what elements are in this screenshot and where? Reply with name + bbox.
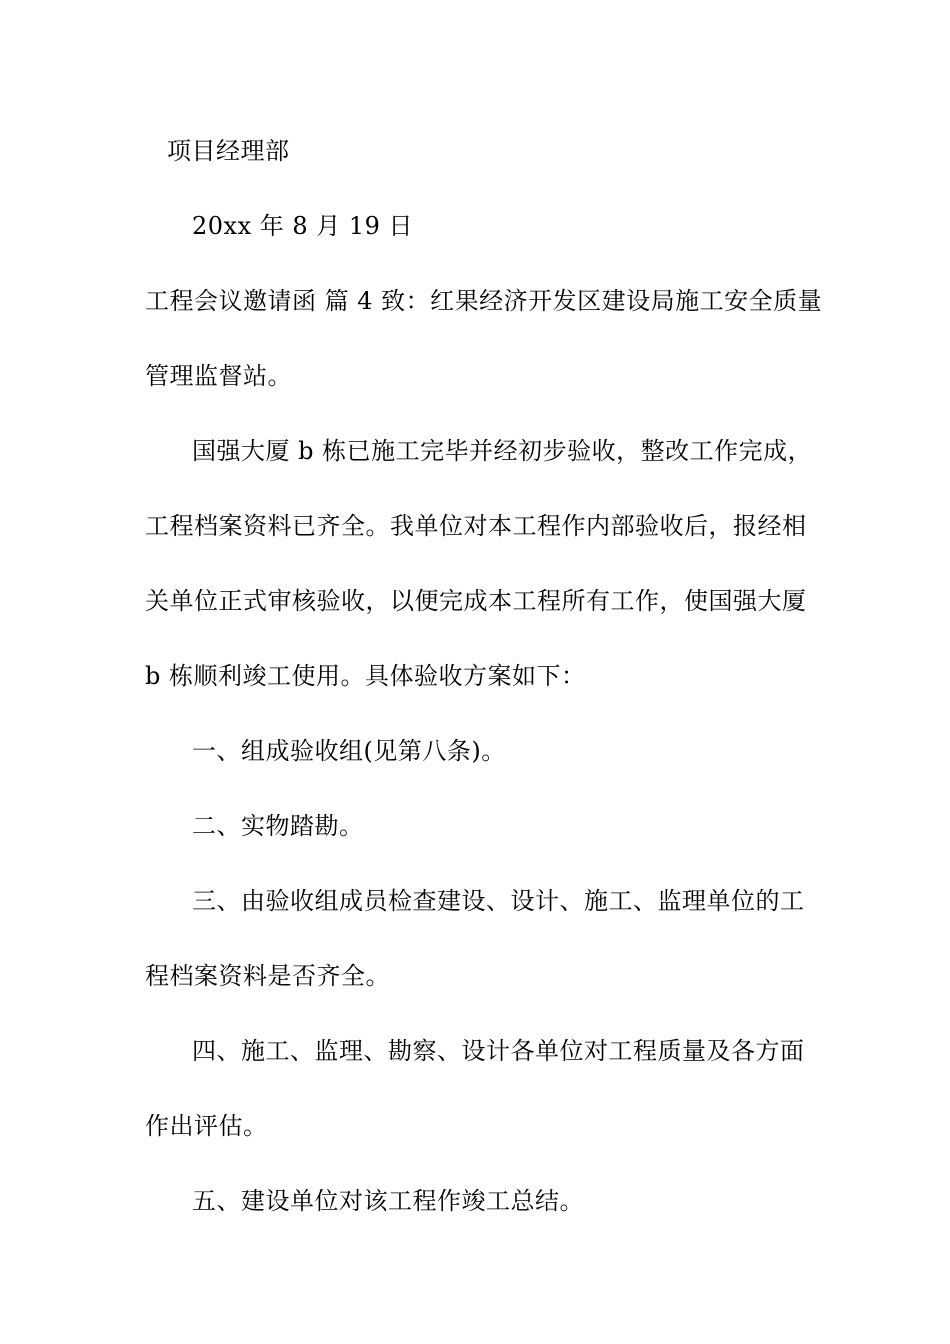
list-item-2: 二、实物踏勘。 — [192, 812, 364, 840]
list-item-4-line-2: 作出评估。 — [145, 1112, 268, 1140]
list-item-4-line-1: 四、施工、监理、勘察、设计各单位对工程质量及各方面 — [192, 1037, 805, 1065]
signature-department: 项目经理部 — [167, 137, 290, 165]
signature-date: 20xx 年 8 月 19 日 — [192, 212, 414, 240]
intro-line-3: 关单位正式审核验收，以便完成本工程所有工作，使国强大厦 — [145, 587, 807, 615]
intro-line-4: b 栋顺利竣工使用。具体验收方案如下： — [145, 662, 586, 690]
heading-line-1: 工程会议邀请函 篇 4 致：红果经济开发区建设局施工安全质量 — [145, 287, 823, 315]
list-item-3-line-2: 程档案资料是否齐全。 — [145, 962, 390, 990]
list-item-3-line-1: 三、由验收组成员检查建设、设计、施工、监理单位的工 — [192, 887, 805, 915]
intro-line-2: 工程档案资料已齐全。我单位对本工程作内部验收后，报经相 — [145, 512, 807, 540]
heading-line-2: 管理监督站。 — [145, 362, 292, 390]
intro-line-1: 国强大厦 b 栋已施工完毕并经初步验收，整改工作完成， — [192, 437, 813, 465]
list-item-5: 五、建设单位对该工程作竣工总结。 — [192, 1187, 584, 1215]
list-item-1: 一、组成验收组(见第八条)。 — [192, 737, 506, 765]
